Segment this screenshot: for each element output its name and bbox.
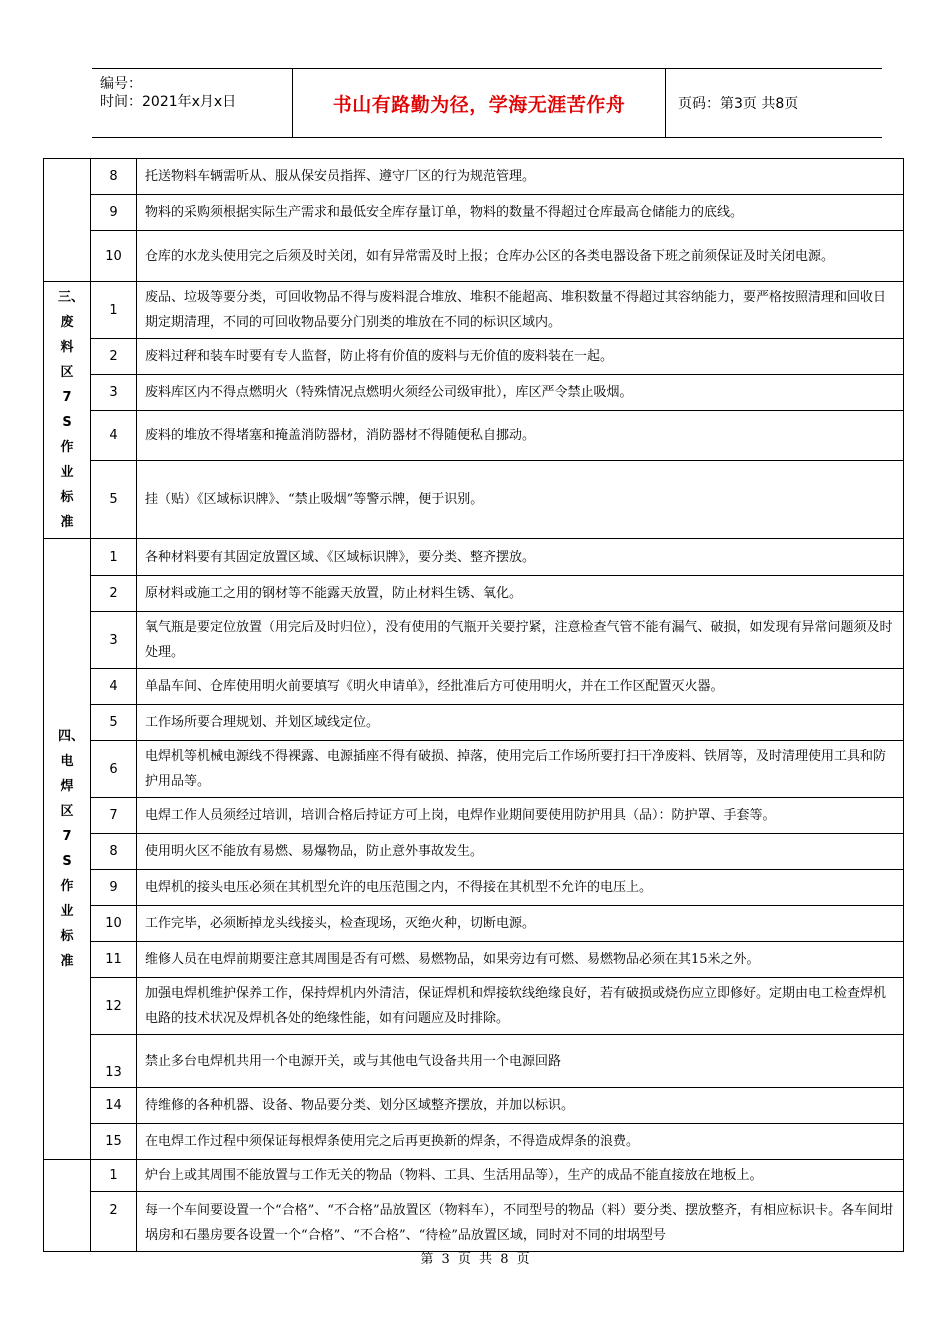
row-number: 12	[91, 978, 137, 1035]
section-cell-continued	[44, 159, 91, 282]
header-left-cell	[92, 69, 293, 137]
table-row	[44, 375, 904, 411]
row-text: 废料的堆放不得堵塞和掩盖消防器材，消防器材不得随便私自挪动。	[137, 411, 904, 461]
header-page-info: 页码：第3页 共8页	[678, 96, 799, 112]
table-row	[44, 669, 904, 705]
row-number: 4	[91, 411, 137, 461]
row-number: 2	[91, 576, 137, 612]
row-text: 原材料或施工之用的钢材等不能露天放置，防止材料生锈、氧化。	[137, 576, 904, 612]
table-row	[44, 195, 904, 231]
table-row	[44, 798, 904, 834]
row-number: 2	[91, 1192, 137, 1252]
table-row	[44, 741, 904, 798]
page-footer: 第 3 页 共 8 页	[420, 1252, 530, 1267]
table-row	[44, 282, 904, 339]
table-row	[44, 1160, 904, 1192]
table-row	[44, 942, 904, 978]
row-number: 3	[91, 612, 137, 669]
standards-table	[43, 158, 904, 1252]
row-text: 托送物料车辆需听从、服从保安员指挥、遵守厂区的行为规范管理。	[137, 159, 904, 195]
table-row	[44, 1124, 904, 1160]
table-row	[44, 1192, 904, 1252]
row-number: 7	[91, 798, 137, 834]
row-text: 维修人员在电焊前期要注意其周围是否有可燃、易燃物品，如果旁边有可燃、易燃物品必须在其15米之外。	[137, 942, 904, 978]
table-row	[44, 411, 904, 461]
table-row	[44, 231, 904, 282]
row-text: 挂（贴）《区域标识牌》、“禁止吸烟”等警示牌，便于识别。	[137, 461, 904, 539]
row-text: 工作场所要合理规划、并划区域线定位。	[137, 705, 904, 741]
row-number: 10	[91, 906, 137, 942]
table-row	[44, 1088, 904, 1124]
row-text: 单晶车间、仓库使用明火前要填写《明火申请单》，经批准后方可使用明火，并在工作区配置灭火器。	[137, 669, 904, 705]
row-text: 电焊工作人员须经过培训，培训合格后持证方可上岗，电焊作业期间要使用防护用具（品）：防护罩、手套等。	[137, 798, 904, 834]
section-cell-next	[44, 1160, 91, 1252]
table-row	[44, 576, 904, 612]
row-text: 电焊机的接头电压必须在其机型允许的电压范围之内，不得接在其机型不允许的电压上。	[137, 870, 904, 906]
row-text: 炉台上或其周围不能放置与工作无关的物品（物料、工具、生活用品等），生产的成品不能直接放在地板上。	[137, 1160, 904, 1192]
row-text: 废料库区内不得点燃明火（特殊情况点燃明火须经公司级审批），库区严令禁止吸烟。	[137, 375, 904, 411]
table-row	[44, 870, 904, 906]
row-text: 各种材料要有其固定放置区域、《区域标识牌》，要分类、整齐摆放。	[137, 539, 904, 576]
row-text: 使用明火区不能放有易燃、易爆物品，防止意外事故发生。	[137, 834, 904, 870]
row-text: 废品、垃圾等要分类，可回收物品不得与废料混合堆放、堆积不能超高、堆积数量不得超过其容纳能力，要严格按照清理和回收日期定期清理，不同的可回收物品要分门别类的堆放在不同的标识区域内。	[137, 282, 904, 339]
row-number: 4	[91, 669, 137, 705]
row-text: 加强电焊机维护保养工作，保持焊机内外清洁，保证焊机和焊接软线绝缘良好，若有破损或烧伤应立即修好。定期由电工检查焊机电路的技术状况及焊机各处的绝缘性能，如有问题应及时排除。	[137, 978, 904, 1035]
table-row	[44, 834, 904, 870]
row-number: 5	[91, 461, 137, 539]
header-motto: 书山有路勤为径，学海无涯苦作舟	[293, 69, 666, 137]
row-number: 11	[91, 942, 137, 978]
row-number: 8	[91, 834, 137, 870]
row-number: 8	[91, 159, 137, 195]
table-row	[44, 339, 904, 375]
row-text: 仓库的水龙头使用完之后须及时关闭，如有异常需及时上报；仓库办公区的各类电器设备下班之前须保证及时关闭电源。	[137, 231, 904, 282]
row-number: 1	[91, 282, 137, 339]
row-text: 待维修的各种机器、设备、物品要分类、划分区域整齐摆放，并加以标识。	[137, 1088, 904, 1124]
row-number: 13	[91, 1035, 137, 1088]
page-header	[92, 68, 882, 138]
table-row	[44, 159, 904, 195]
section-title-text: 三、废料区7S作业标准	[58, 290, 85, 530]
row-number: 10	[91, 231, 137, 282]
table-row	[44, 461, 904, 539]
row-text: 废料过秤和装车时要有专人监督，防止将有价值的废料与无价值的废料装在一起。	[137, 339, 904, 375]
row-number: 1	[91, 539, 137, 576]
row-text: 物料的采购须根据实际生产需求和最低安全库存量订单，物料的数量不得超过仓库最高仓储能力的底线。	[137, 195, 904, 231]
section-title-text: 四、电焊区7S作业标准	[58, 729, 85, 969]
row-text: 禁止多台电焊机共用一个电源开关，或与其他电气设备共用一个电源回路	[137, 1035, 904, 1088]
section-title-welding-area	[44, 539, 91, 1160]
row-number: 9	[91, 195, 137, 231]
section-title-waste-area	[44, 282, 91, 539]
row-text: 在电焊工作过程中须保证每根焊条使用完之后再更换新的焊条，不得造成焊条的浪费。	[137, 1124, 904, 1160]
row-number: 2	[91, 339, 137, 375]
row-number: 15	[91, 1124, 137, 1160]
table-row	[44, 612, 904, 669]
table-row	[44, 539, 904, 576]
row-text: 氧气瓶是要定位放置（用完后及时归位），没有使用的气瓶开关要拧紧，注意检查气管不能有漏气、破损，如发现有异常问题须及时处理。	[137, 612, 904, 669]
table-row	[44, 1035, 904, 1088]
row-text: 工作完毕，必须断掉龙头线接头，检查现场，灭绝火种，切断电源。	[137, 906, 904, 942]
table-row	[44, 906, 904, 942]
time-label: 时间：2021年x月x日	[100, 94, 237, 110]
row-text-cell	[137, 1192, 904, 1252]
row-number: 14	[91, 1088, 137, 1124]
row-text: 每一个车间要设置一个“合格”、“不合格”品放置区（物料车），不同型号的物品（料）要分类、摆放整齐，有相应标识卡。各车间坩埚房和石墨房要各设置一个“合格”、“不合格”、“待检”品放置区域，同时对不同的坩埚型号	[145, 1203, 894, 1243]
table-row	[44, 978, 904, 1035]
row-text: 电焊机等机械电源线不得裸露、电源插座不得有破损、掉落，使用完后工作场所要打扫干净废料、铁屑等，及时清理使用工具和防护用品等。	[137, 741, 904, 798]
table-row	[44, 705, 904, 741]
row-number: 1	[91, 1160, 137, 1192]
id-label: 编号：	[100, 76, 142, 92]
row-number: 9	[91, 870, 137, 906]
row-number: 6	[91, 741, 137, 798]
row-number: 5	[91, 705, 137, 741]
row-number: 3	[91, 375, 137, 411]
